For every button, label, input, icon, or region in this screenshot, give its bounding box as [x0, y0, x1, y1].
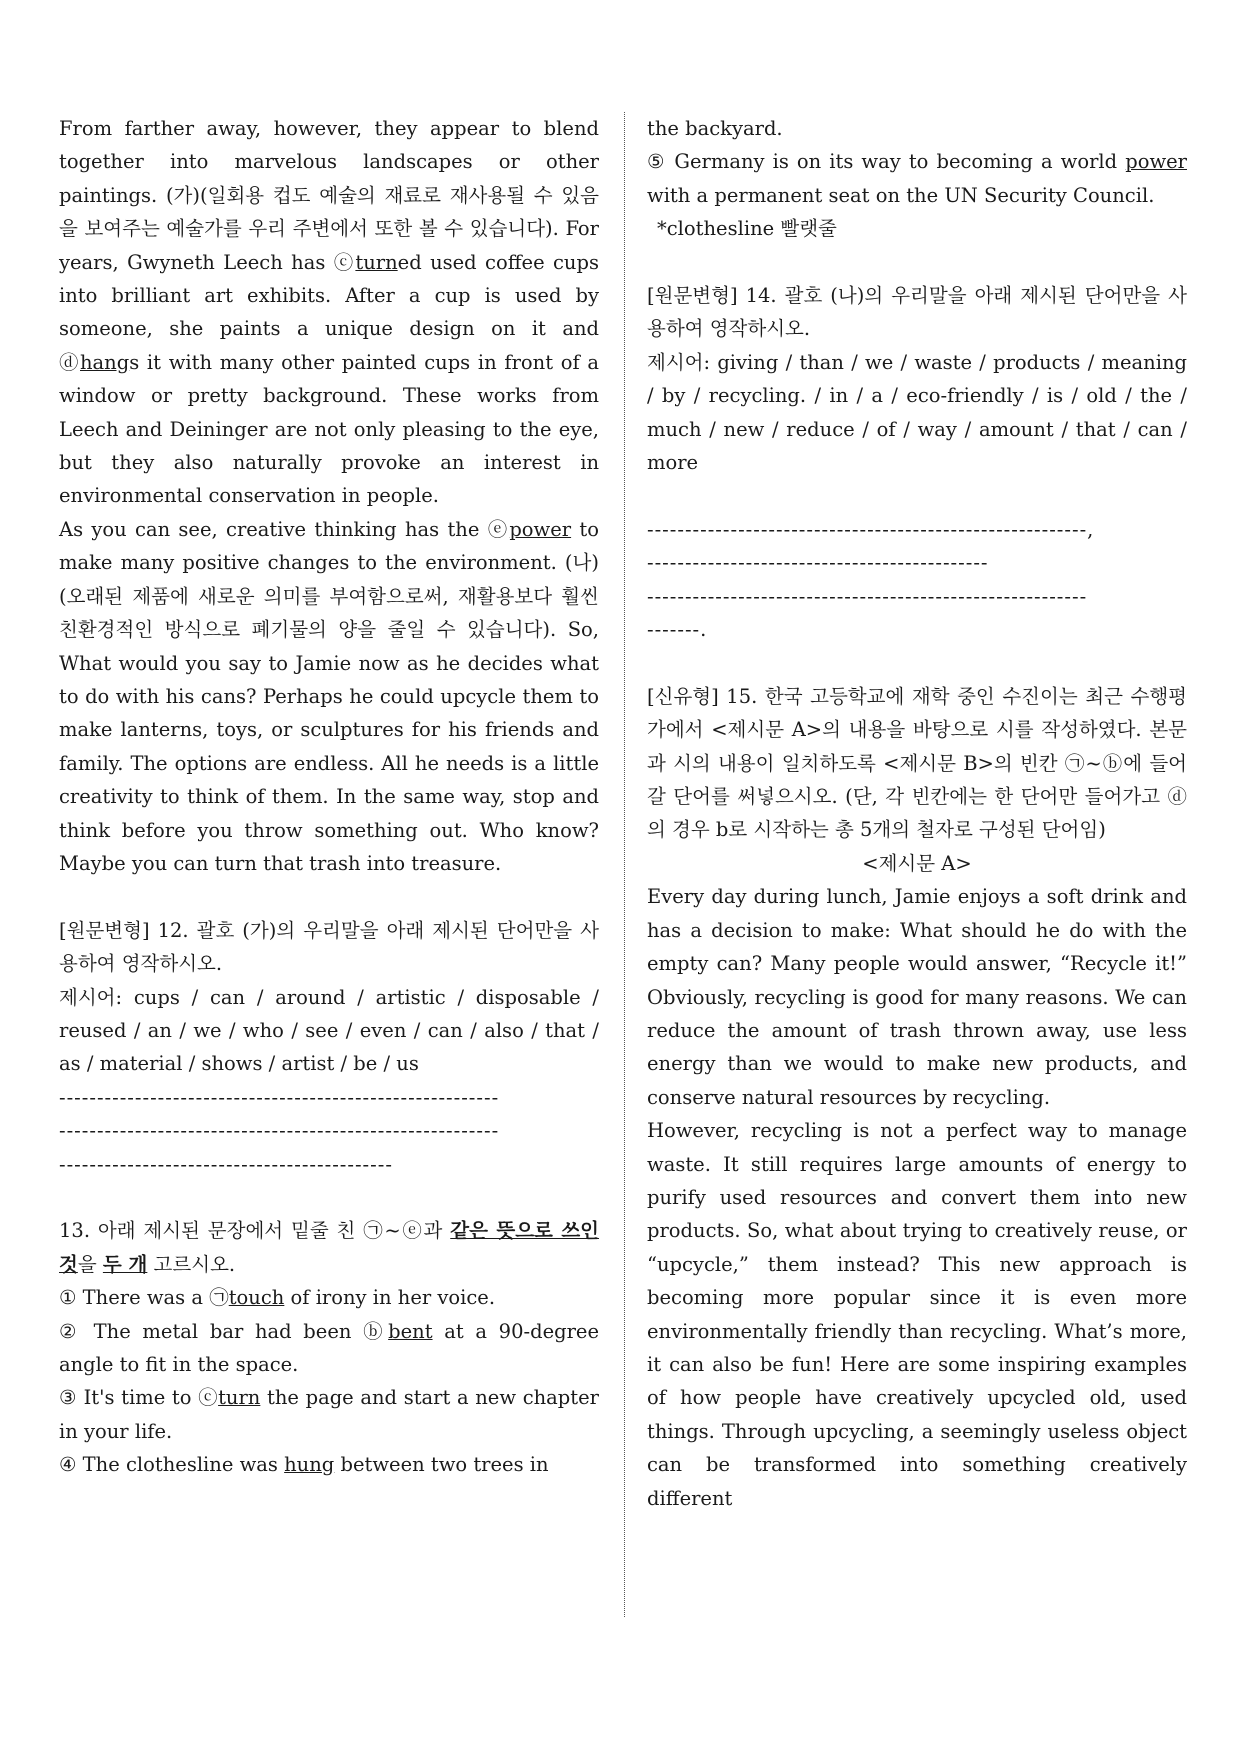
q12-answer-line-3[interactable]: --------------------------------------------	[59, 1152, 393, 1176]
q13-option-5: ⑤ Germany is on its way to becoming a world power with a permanent seat on the UN Security Council.	[647, 150, 1187, 207]
footnote: *clothesline 빨랫줄	[657, 217, 837, 241]
q13-option-4-continued: the backyard.	[647, 117, 783, 140]
q13-option-1: ① There was a ㉠touch of irony in her voice.	[59, 1286, 496, 1310]
q14-answer-line-1[interactable]: ----------------------------------------------------------,	[647, 517, 1095, 541]
q14-title: [원문변형] 14. 괄호 (나)의 우리말을 아래 제시된 단어만을 사용하여 영작하시오.	[647, 284, 1187, 341]
marker-c: ⓒ	[333, 250, 356, 274]
q12-answer-line-2[interactable]: ----------------------------------------------------------	[59, 1119, 500, 1143]
q12-answer-line-1[interactable]: ----------------------------------------------------------	[59, 1085, 500, 1109]
underlined-power: power	[509, 517, 572, 541]
column-divider	[624, 112, 625, 1617]
q13-option-2: ② The metal bar had been ⓑbent at a 90-degree angle to fit in the space.	[59, 1319, 599, 1376]
q13-title: 13. 아래 제시된 문장에서 밑줄 친 ㉠~ⓔ과 같은 뜻으로 쓰인 것을 두 개 고르시오.	[59, 1219, 600, 1276]
q12-title: [원문변형] 12. 괄호 (가)의 우리말을 아래 제시된 단어만을 사용하여 영작하시오.	[59, 918, 599, 976]
passage-paragraph-1: From farther away, however, they appear to blend together into marvelous landscapes or other paintings. (가)(일회용 컵도 예술의 재료로 재사용될 수 있음을 보여주는 예술가를 우리 주변에서 또한 볼 수 있습니다). For years, Gwyneth Leech has ⓒturned used coffee cups into brilliant art exhibits. After a cup is used by someone, she paints a unique design on it and ⓓhangs it with many other painted cups in front of a window or pretty background. These works from Leech and Deininger are not only pleasing to the eye, but they also naturally provoke an interest in environmental conservation in people.	[59, 117, 599, 508]
passage-paragraph-2: As you can see, creative thinking has the ⓔpower to make many positive changes to the environment. (나)(오래된 제품에 새로운 의미를 부여함으로써, 재활용보다 훨씬 친환경적인 방식으로 폐기물의 양을 줄일 수 있습니다). So, What would you say to Jamie now as he decides what to do with his cans? Perhaps he could upcycle them to make lanterns, toys, or sculptures for his friends and family. The options are endless. All he needs is a little creativity to think of them. In the same way, stop and think before you throw something out. Who know? Maybe you can turn that trash into treasure.	[59, 517, 599, 875]
q14-answer-line-3[interactable]: ----------------------------------------------------------	[647, 584, 1088, 608]
passage-a-label: <제시문 A>	[862, 851, 972, 875]
q14-answer-line-4[interactable]: -------.	[647, 618, 708, 642]
q13-option-4: ④ The clothesline was hung between two trees in	[59, 1453, 549, 1477]
right-column	[647, 112, 1187, 1515]
q15-title: [신유형] 15. 한국 고등학교에 재학 중인 수진이는 최근 수행평가에서 <제시문 A>의 내용을 바탕으로 시를 작성하였다. 본문과 시의 내용이 일치하도록 <제시문 B>의 빈칸 ㉠~ⓑ에 들어갈 단어를 써넣으시오. (단, 각 빈칸에는 한 단어만 들어가고 ⓓ의 경우 b로 시작하는 총 5개의 철자로 구성된 단어임)	[647, 684, 1187, 842]
q12-word-bank: 제시어: cups / can / around / artistic / disposable / reused / an / we / who / see / even / can / also / that / as / material / shows / artist / be / us	[59, 985, 599, 1076]
q14-answer-line-2[interactable]: ---------------------------------------------	[647, 551, 989, 575]
left-column	[59, 112, 599, 1482]
underlined-turn: turn	[355, 250, 398, 274]
marker-e: ⓔ	[487, 517, 510, 541]
marker-d: ⓓ	[59, 350, 80, 374]
passage-a-paragraph-1: Every day during lunch, Jamie enjoys a soft drink and has a decision to make: What should he do with the empty can? Many people would answer, “Recycle it!” Obviously, recycling is good for many reasons. We can reduce the amount of trash thrown away, use less energy than we would to make new products, and conserve natural resources by recycling.	[647, 885, 1187, 1109]
passage-a-paragraph-2: However, recycling is not a perfect way to manage waste. It still requires large amounts of energy to purify used resources and convert them into new products. So, what about trying to creatively reuse, or “upcycle,” them instead? This new approach is becoming more popular since it is even more environmentally friendly than recycling. What’s more, it can also be fun! Here are some inspiring examples of how people have creatively upcycled old, used things. Through upcycling, a seemingly useless object can be transformed into something creatively different	[647, 1119, 1187, 1510]
underlined-hang: hang	[80, 350, 130, 374]
q14-word-bank: 제시어: giving / than / we / waste / products / meaning / by / recycling. / in / a / eco-friendly / is / old / the / much / new / reduce / of / way / amount / that / can / more	[647, 350, 1187, 475]
q13-option-3: ③ It's time to ⓒturn the page and start a new chapter in your life.	[59, 1386, 599, 1443]
